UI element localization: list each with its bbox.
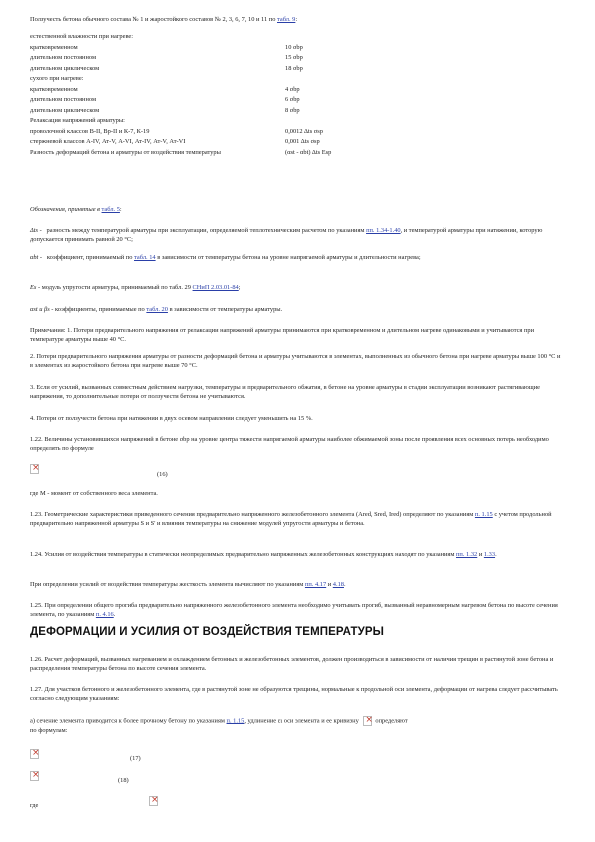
ast-text: коэффициенты, принимаемые по (55, 306, 145, 313)
dts-text-2: , и температурой арматуры при натяжении, которую допускается принимать равной 20 °С; (30, 227, 543, 243)
paragraph-1-27: 1.27. Для участков бетонного и железобетонного элемента, где в растянутой зоне не образуются трещины, нормальные к продольной оси элемента, деформации от нагрева следует рассчитывать согласно следующим указаниям: (30, 686, 558, 702)
table-value: 0,0012 Δts σsp (285, 127, 323, 135)
table-row (30, 64, 540, 75)
period-text: . (113, 611, 116, 618)
table-label: проволочной классов В-II, Вр-II и К-7, К-19 (30, 127, 150, 135)
table9-link[interactable]: табл. 9 (277, 16, 296, 23)
table5-link[interactable]: табл. 5 (101, 206, 120, 213)
note-ast (30, 305, 565, 314)
note-es (30, 283, 565, 292)
table-label: длительном циклическом (30, 64, 100, 72)
table-label: сухого при нагреве: (30, 75, 84, 82)
paragraph-a (30, 716, 565, 735)
pp417-link[interactable]: пп. 4.17 (304, 581, 327, 588)
table-label: кратковременном (30, 43, 78, 51)
table-row (30, 15, 540, 32)
colon-text: : (295, 16, 298, 23)
dts-text: разность между температурой арматуры при эксплуатации, определяемой теплотехническим расчетом по указаниям (46, 227, 365, 234)
es-text: модуль упругости арматуры, принимаемый по табл. 29 (41, 284, 191, 291)
table-value: 8 σbp (285, 106, 300, 114)
table-value: 0,001 Δts σsp (285, 138, 320, 145)
table-value (285, 32, 540, 43)
designations-heading (30, 205, 565, 214)
formula-16-image (30, 464, 39, 474)
pp132-link[interactable]: пп. 1.32 (456, 551, 478, 558)
stiffness-text: При определении усилий от воздействия температуры жесткость элемента вычисляют по указаниям (30, 581, 305, 588)
table-label: Разность деформаций бетона и арматуры от воздействия температуры (30, 148, 221, 156)
table-row (30, 43, 540, 54)
curvature-image (363, 716, 372, 726)
ast-text-2: в зависимости от температуры арматуры. (169, 306, 283, 313)
pa-text-4: по формулам: (30, 727, 68, 734)
note-abt (30, 253, 565, 262)
table20-link[interactable]: табл. 20 (146, 306, 168, 313)
p133-link[interactable]: 1.33 (483, 551, 496, 558)
p125-text: 1.25. При определении общего прогиба предварительно напряженного железобетонного элемента необходимо учитывать прогиб, вызванный неравномерным нагревом бетона по высоте сечения элемента, по указаниям (30, 602, 558, 618)
table-row (30, 95, 540, 106)
pa-text: а) сечение элемента приводится к более прочному бетону по указаниям (30, 717, 227, 725)
where-text: где (30, 802, 39, 809)
abt-text-2: в зависимости от температуры бетона на уровне напрягаемой арматуры и длительности нагрева; (157, 254, 421, 261)
table-row (30, 148, 540, 159)
table-cell (30, 15, 540, 32)
es-symbol: Es - (30, 284, 41, 291)
and-text: и (326, 581, 333, 588)
table-value: 4 σbp (285, 85, 300, 93)
formula-18-image (30, 771, 39, 781)
equation-number-16: (16) (157, 471, 168, 478)
creep-text: Ползучесть бетона обычного состава № 1 и жаростойкого составов № 2, 3, 6, 7, 10 и 11 по (30, 16, 276, 23)
section-heading: ДЕФОРМАЦИИ И УСИЛИЯ ОТ ВОЗДЕЙСТВИЯ ТЕМПЕРАТУРЫ (30, 626, 384, 638)
table-value: 18 σbp (285, 64, 303, 72)
paragraph-1-25 (30, 601, 565, 619)
table-label: длительном постоянном (30, 96, 97, 103)
table-row (30, 85, 540, 96)
table-value: 6 σbp (285, 96, 300, 103)
ast-symbol: αst и βs - (30, 306, 54, 313)
note-4: 4. Потери от ползучести бетона при натяжении в двух осевом направлении следует уменьшить на 15 %. (30, 415, 313, 422)
snip-link[interactable]: СНиП 2.03.01-84 (192, 284, 239, 291)
equation-number-17: (17) (130, 755, 141, 762)
table-row (30, 32, 540, 43)
es-text-2: ; (238, 284, 241, 291)
table-row (30, 53, 540, 64)
table-value (285, 74, 540, 85)
note-2: 2. Потери предварительного напряжения арматуры от разности деформаций бетона и арматуры учитываются в элементах, выполненных из обычного бетона при нагреве арматуры выше 100 °С и в элементах из жаростойкого бетона при нагреве выше 70 °С. (30, 353, 561, 369)
note-1: Примечания: 1. Потери предварительного напряжения от релаксации напряжений арматуры принимаются при кратковременном и длительном нагреве одинаковыми и учитываются при температуре арматуры выше 40 °С. (30, 327, 534, 343)
table-label: длительном циклическом (30, 106, 100, 114)
p416-link[interactable]: п. 4.16 (95, 611, 114, 618)
abt-text: коэффициент, принимаемый по (46, 254, 133, 261)
paragraph-1-24 (30, 550, 565, 559)
table-value (285, 116, 540, 127)
formula-where-image (149, 796, 158, 806)
abt-symbol: αbt - (30, 254, 43, 261)
p124-text: 1.24. Усилия от воздействия температуры в статически неопределимых предварительно напряженных железобетонных конструкциях находят по указаниям (30, 551, 457, 558)
table14-link[interactable]: табл. 14 (134, 254, 156, 261)
table-row (30, 116, 540, 127)
formula-17-image (30, 749, 39, 759)
table-value: 10 σbp (285, 43, 303, 51)
table-value: (αst - αbt) Δts Esp (285, 148, 332, 156)
note-3: 3. Если от усилий, вызванных совместным действием нагрузки, температуры и предварительного обжатия, в бетоне на уровне арматуры в стадии эксплуатации возникают растягивающие напряжения, то дополнительные потери от ползучести бетона не учитываются. (30, 384, 540, 400)
p115-link-2[interactable]: п. 1.15 (226, 717, 245, 725)
table-label: кратковременном (30, 85, 78, 93)
colon-text: : (119, 206, 122, 213)
table-row (30, 127, 540, 138)
pa-text-2: , удлинение ει оси элемента и ее кривизну (244, 717, 359, 725)
note-dts (30, 226, 565, 244)
where-m-text: где М - момент от собственного веса элемента. (30, 490, 158, 497)
losses-table (30, 15, 540, 158)
paragraph-1-23 (30, 510, 565, 528)
pa-text-3: определяют (375, 717, 408, 725)
designations-label: Обозначения, принятые в (30, 206, 102, 213)
equation-number-18: (18) (118, 777, 129, 784)
dts-symbol: Δts - (30, 227, 42, 234)
paragraph-1-22: 1.22. Величины установившихся напряжений в бетоне σbp на уровне центра тяжести напрягаемой арматуры наиболее обжимаемой зоны после проявления всех основных потерь необходимо определять по формуле (30, 436, 549, 452)
table-label: естественной влажности при нагреве: (30, 33, 134, 40)
table-row (30, 74, 540, 85)
period-text: . (495, 551, 497, 558)
p123-text: 1.23. Геометрические характеристики приведенного сечения предварительно напряженного железобетонного элемента (Ared, Sred, Ired) определяют по указаниям (30, 511, 475, 518)
table-label: стержневой классов A-IV, Ат-V, А-VI, Ат-IV, Ат-V, Ат-VI (30, 138, 186, 145)
table-value: 15 σbp (285, 54, 303, 61)
p115-link[interactable]: п. 1.15 (474, 511, 493, 518)
p418-link[interactable]: 4.18 (332, 581, 344, 588)
table-row (30, 137, 540, 148)
pp134-140-link[interactable]: пп. 1.34-1.40 (366, 227, 401, 234)
period-text: . (343, 581, 346, 588)
table-label: Релаксация напряжений арматуры: (30, 117, 125, 124)
p123-text-2: с учетом продольной предварительно напряженной арматуры S и S' и влияния температуры на снижение модулей упругости арматуры и бетона. (30, 511, 552, 527)
and-text: и (477, 551, 484, 558)
table-row (30, 106, 540, 117)
paragraph-stiffness (30, 580, 565, 589)
paragraph-1-26: 1.26. Расчет деформаций, вызванных нагреванием и охлаждением бетонных и железобетонных элементов, должен производиться в зависимости от наличия трещин в растянутой зоне бетона и распределения температуры бетона по высоте сечения элемента. (30, 656, 554, 672)
table-label: длительном постоянном (30, 54, 97, 61)
